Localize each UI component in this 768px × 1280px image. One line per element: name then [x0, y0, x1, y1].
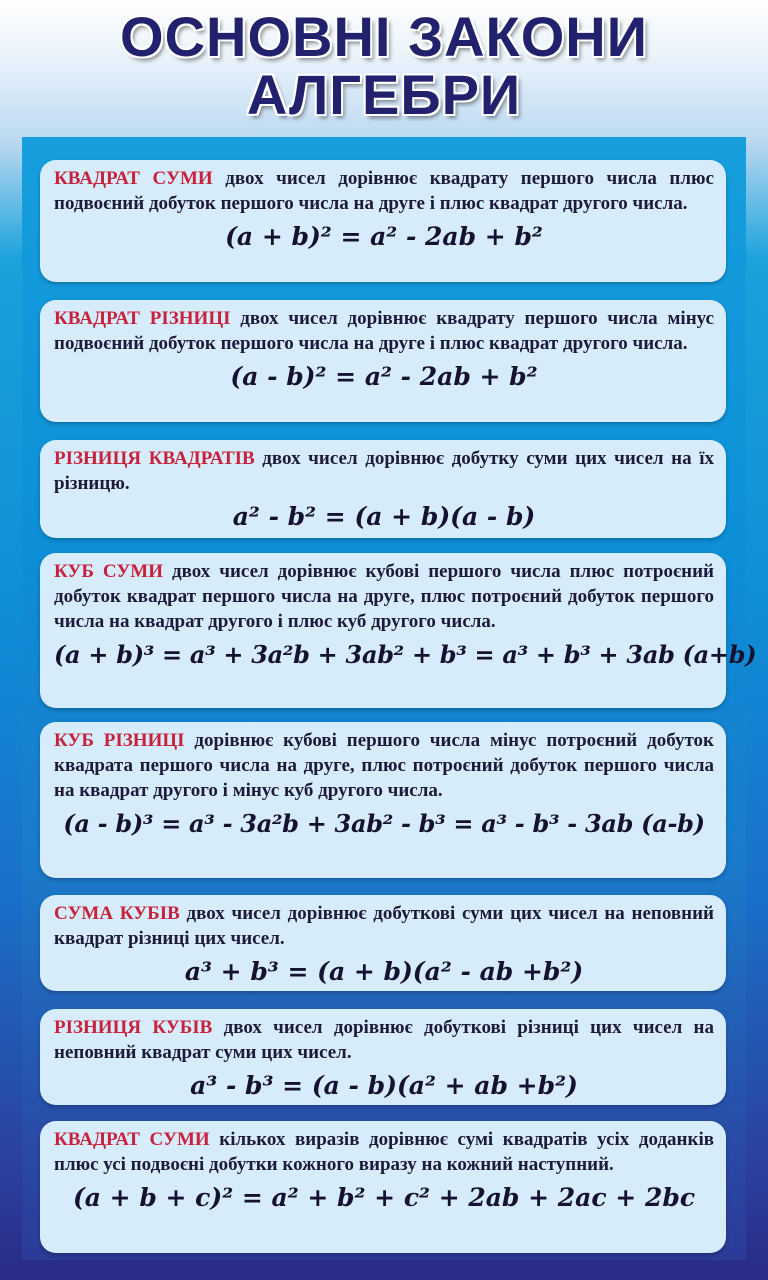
rule-name: РІЗНИЦЯ КВАДРАТІВ: [54, 448, 255, 469]
rule-text: двох чисел дорівнює добуткові різниці цих чисел на неповний квадрат суми цих чисел.: [54, 1017, 714, 1063]
rule-formula: (a + b)³ = a³ + 3a²b + 3ab² + b³ = a³ + b³ + 3ab (a+b): [54, 640, 757, 669]
page-title: [0, 5, 768, 126]
rule-card-square-of-sum: [40, 160, 726, 282]
rule-card-difference-of-squares: [40, 440, 726, 538]
rule-text: кількох виразів дорівнює сумі квадратів усіх доданків плюс усі подвоєні добутки кожного виразу на кожний наступний.: [54, 1129, 714, 1175]
title-line-2: АЛГЕБРИ: [246, 63, 522, 126]
rule-formula: a² - b² = (a + b)(a - b): [232, 502, 536, 531]
title-line-1: ОСНОВНІ ЗАКОНИ: [120, 5, 648, 68]
rule-formula: (a - b)² = a² - 2ab + b²: [230, 362, 538, 391]
rule-card-cube-of-difference: [40, 722, 726, 878]
rule-card-square-of-difference: [40, 300, 726, 422]
rule-card-sum-of-cubes: [40, 895, 726, 991]
rule-text: дорівнює кубові першого числа мінус потроєний добуток квадрата першого числа на друге, плюс потроєний добуток першого числа на квадрат другого і мінус куб другого числа.: [54, 730, 714, 801]
rule-name: КВАДРАТ СУМИ: [54, 168, 213, 189]
rule-text: двох чисел дорівнює добуткові суми цих чисел на неповний квадрат різниці цих чисел.: [54, 903, 714, 949]
rule-text: двох чисел дорівнює добутку суми цих чисел на їх різницю.: [54, 448, 714, 494]
rule-text: двох чисел дорівнює кубові першого числа плюс потроєний добуток квадрат першого числа на друге, плюс потроєний добуток першого числа на квадрат другого і плюс куб другого числа.: [54, 561, 715, 632]
rule-name: КУБ СУМИ: [54, 561, 164, 582]
rule-formula: a³ - b³ = (a - b)(a² + ab +b²): [190, 1071, 578, 1100]
rule-name: РІЗНИЦЯ КУБІВ: [54, 1017, 213, 1038]
rule-text: двох чисел дорівнює квадрату першого числа мінус подвоєний добуток першого числа на друге і плюс квадрат другого числа.: [54, 308, 714, 354]
rule-name: КВАДРАТ РІЗНИЦІ: [54, 308, 231, 329]
rule-description: [54, 559, 714, 634]
rule-description: [54, 728, 714, 803]
rule-formula: a³ + b³ = (a + b)(a² - ab +b²): [184, 957, 584, 986]
rule-formula: (a + b + c)² = a² + b² + c² + 2ab + 2ac + 2bc: [72, 1183, 696, 1212]
rule-description: [54, 166, 714, 216]
rule-formula: (a + b)² = a² - 2ab + b²: [225, 222, 543, 251]
rule-text: двох чисел дорівнює квадрату першого числа плюс подвоєний добуток першого числа на друге і плюс квадрат другого числа.: [54, 168, 714, 214]
rule-description: [54, 446, 714, 496]
rule-card-square-of-multiple-sum: [40, 1121, 726, 1253]
rule-description: [54, 306, 714, 356]
rule-name: КУБ РІЗНИЦІ: [54, 730, 185, 751]
rule-name: СУМА КУБІВ: [54, 903, 180, 924]
rule-formula: (a - b)³ = a³ - 3a²b + 3ab² - b³ = a³ - b³ - 3ab (a-b): [63, 809, 705, 838]
rule-description: [54, 1015, 714, 1065]
rule-description: [54, 1127, 714, 1177]
rule-name: КВАДРАТ СУМИ: [54, 1129, 210, 1150]
rule-card-difference-of-cubes: [40, 1009, 726, 1105]
rule-card-cube-of-sum: [40, 553, 757, 708]
rule-description: [54, 901, 714, 951]
